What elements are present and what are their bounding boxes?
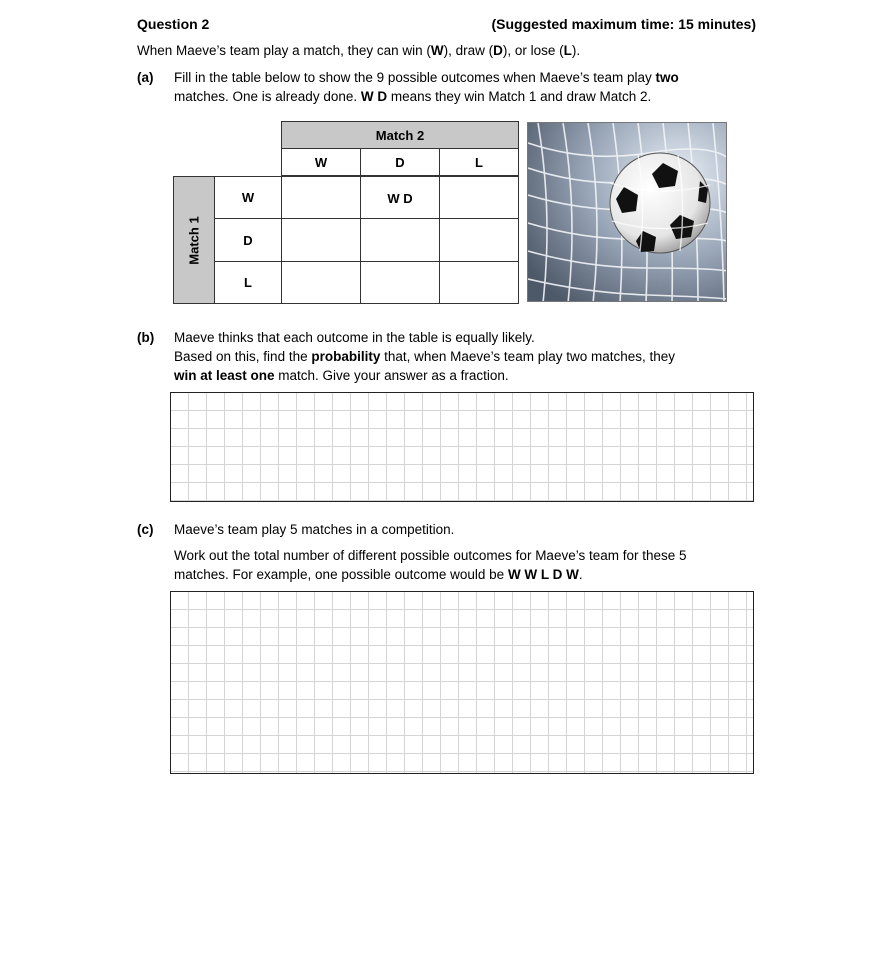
row-header-w: W xyxy=(214,176,282,219)
match-1-header: Match 1 xyxy=(173,176,215,304)
part-c-answer-box[interactable] xyxy=(170,591,754,774)
outcome-cell-dd[interactable] xyxy=(360,218,440,262)
row-header-l: L xyxy=(214,261,282,304)
column-header-d: D xyxy=(360,148,440,176)
part-a-line-1: Fill in the table below to show the 9 possible outcomes when Maeve’s team play two xyxy=(174,70,679,85)
outcome-cell-wd[interactable]: W D xyxy=(360,176,440,219)
football-net-photo xyxy=(527,122,727,302)
football-in-net-image xyxy=(528,123,727,302)
outcome-cell-lw[interactable] xyxy=(281,261,361,304)
part-b-line-2: Based on this, find the probability that, when Maeve’s team play two matches, they xyxy=(174,349,676,364)
part-c-line-1: Maeve’s team play 5 matches in a competition. xyxy=(174,522,455,537)
outcome-cell-ll[interactable] xyxy=(439,261,519,304)
part-b-line-3: win at least one match. Give your answer as a fraction. xyxy=(174,368,509,383)
outcome-cell-wl[interactable] xyxy=(439,176,519,219)
suggested-time: (Suggested maximum time: 15 minutes) xyxy=(491,16,756,32)
question-title: Question 2 xyxy=(137,16,210,32)
part-b-label: (b) xyxy=(137,330,155,345)
outcome-cell-dw[interactable] xyxy=(281,218,361,262)
part-a-label: (a) xyxy=(137,70,154,85)
row-header-d: D xyxy=(214,218,282,262)
outcome-cell-ww[interactable] xyxy=(281,176,361,219)
column-header-w: W xyxy=(281,148,361,176)
outcome-cell-ld[interactable] xyxy=(360,261,440,304)
part-c-line-2: Work out the total number of different possible outcomes for Maeve’s team for these 5 xyxy=(174,548,687,563)
part-b-answer-box[interactable] xyxy=(170,392,754,502)
outcome-cell-dl[interactable] xyxy=(439,218,519,262)
part-a-line-2: matches. One is already done. W D means they win Match 1 and draw Match 2. xyxy=(174,89,652,104)
part-c-line-3: matches. For example, one possible outcome would be W W L D W. xyxy=(174,567,583,582)
part-b-line-1: Maeve thinks that each outcome in the table is equally likely. xyxy=(174,330,535,345)
part-c-label: (c) xyxy=(137,522,154,537)
question-intro: When Maeve’s team play a match, they can win (W), draw (D), or lose (L). xyxy=(137,43,581,58)
match-2-header: Match 2 xyxy=(281,121,519,149)
column-header-l: L xyxy=(439,148,519,176)
